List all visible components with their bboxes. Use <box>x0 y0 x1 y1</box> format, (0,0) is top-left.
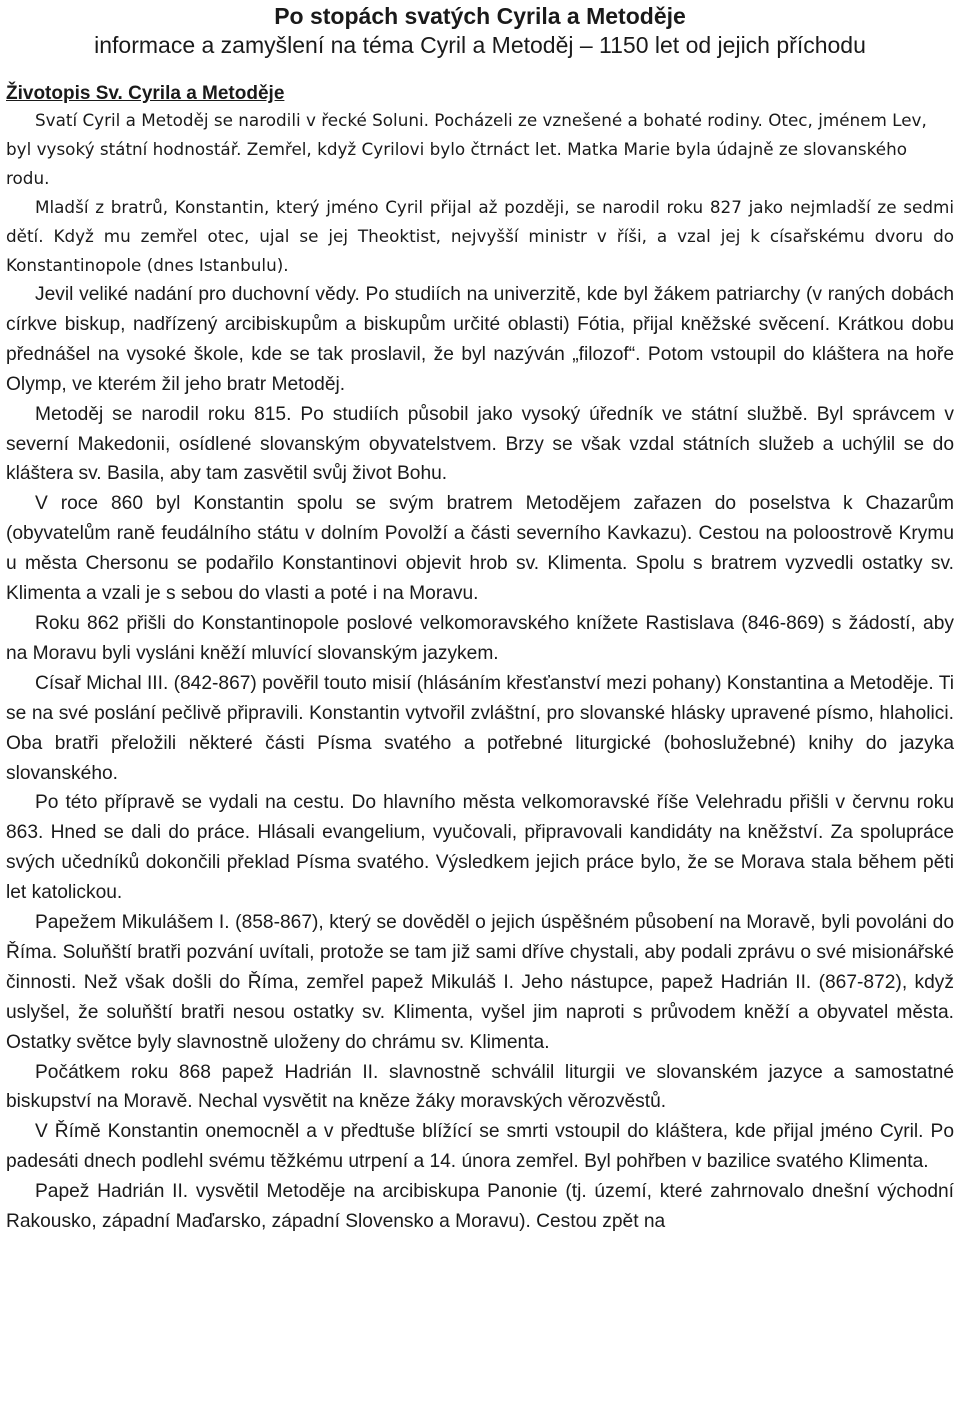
paragraph-origin: Svatí Cyril a Metoděj se narodili v řecké Soluni. Pocházeli ze vznešené a bohaté rodiny. Otec, jménem Lev, byl vysoký státní hodnostář. Zemřel, když Cyrilovi bylo čtrnáct let. Matka Marie byla údajně ze slovanského rodu. <box>6 110 927 188</box>
paragraph-konstantin-birth: Mladší z bratrů, Konstantin, který jméno Cyril přijal až později, se narodil roku 827 jako nejmladší ze sedmi dětí. Když mu zemřel otec, ujal se jej Theoktist, nejvyšší ministr v říši, a vzal jej k císařskému dvoru do Konstantinopole (dnes Istanbulu). <box>6 197 954 275</box>
paragraph-rome-invitation: Papežem Mikulášem I. (858-867), který se dověděl o jejich úspěšném působení na Moravě, byli povoláni do Říma. Soluňští bratři pozvání uvítali, protože se tam již sami dříve chystali, aby podali zprávu o své misionářské činnosti. Než však došli do Říma, zemřel papež Mikuláš I. Jeho nástupce, papež Hadrián II. (867-872), když uslyšel, že soluňští bratři nesou ostatky sv. Klimenta, vyšel jim naproti s průvodem kněží a obyvatel města. Ostatky světce byly slavnostně uloženy do chrámu sv. Klimenta. <box>6 912 954 1053</box>
paragraph-cyril-death: V Římě Konstantin onemocněl a v předtuše blížící se smrti vstoupil do kláštera, kde přijal jméno Cyril. Po padesáti dnech podlehl svému těžkému utrpení a 14. února zemřel. Byl pohřben v bazilice svatého Klimenta. <box>6 1121 954 1173</box>
paragraph-chazar-mission: V roce 860 byl Konstantin spolu se svým bratrem Metodějem zařazen do poselstva k Chazarům (obyvatelům raně feudálního státu v dolním Povolží a části severního Kavkazu). Cestou na poloostrově Krymu u města Chersonu se podařilo Konstantinovi objevit hrob sv. Klimenta. Spolu s bratrem vyzvedli ostatky sv. Klimenta a vzali je s sebou do vlasti a poté i na Moravu. <box>6 493 954 605</box>
paragraph-archbishop-pannonia: Papež Hadrián II. vysvětil Metoděje na arcibiskupa Panonie (tj. území, které zahrnovalo dnešní východní Rakousko, západní Maďarsko, západní Slovensko a Moravu). Cestou zpět na <box>6 1181 954 1233</box>
document-title: Po stopách svatých Cyrila a Metoděje <box>274 3 686 29</box>
paragraph-journey-to-moravia: Po této přípravě se vydali na cestu. Do hlavního města velkomoravské říše Velehradu přišli v červnu roku 863. Hned se dali do práce. Hlásali evangelium, vyučovali, připravovali kandidáty na kněžství. Za spolupráce svých učedníků dokončili překlad Písma svatého. Výsledkem jejich práce bylo, že se Morava stala během pěti let katolickou. <box>6 792 954 904</box>
paragraph-rastislav-envoys: Roku 862 přišli do Konstantinopole poslové velkomoravského knížete Rastislava (846-869) s žádostí, aby na Moravu byli vysláni kněží mluvící slovanským jazykem. <box>6 612 954 664</box>
paragraph-liturgy-approval: Počátkem roku 868 papež Hadrián II. slavnostně schválil liturgii ve slovanském jazyce a samostatné biskupství na Moravě. Nechal vysvětit na kněze žáky moravských věrozvěstů. <box>6 1061 954 1113</box>
paragraph-emperor-michael: Císař Michal III. (842-867) pověřil touto misií (hlásáním křesťanství mezi pohany) Konstantina a Metoděje. Ti se na své poslání pečlivě připravili. Konstantin vytvořil zvláštní, pro slovanské hlásky upravené písmo, hlaholici. Oba bratři přeložili některé části Písma svatého a potřebné liturgické (bohoslužebné) knihy do jazyka slovanského. <box>6 672 955 784</box>
document-page <box>6 0 954 1237</box>
section-heading: Životopis Sv. Cyrila a Metoděje <box>6 83 285 104</box>
document-subtitle: informace a zamyšlení na téma Cyril a Metoděj – 1150 let od jejich příchodu <box>94 32 866 58</box>
paragraph-metodej: Metoděj se narodil roku 815. Po studiích působil jako vysoký úředník ve státní službě. Byl správcem v severní Makedonii, osídlené slovanským obyvatelstvem. Brzy se však vzdal státních služeb a uchýlil se do kláštera sv. Basila, aby tam zasvětil svůj život Bohu. <box>6 403 954 485</box>
paragraph-konstantin-studies: Jevil veliké nadání pro duchovní vědy. Po studiích na univerzitě, kde byl žákem patriarchy (v raných dobách církve biskup, nadřízený arcibiskupům a biskupům určité oblasti) Fótia, přijal kněžské svěcení. Krátkou dobu přednášel na vysoké škole, kde se tak proslavil, že byl nazýván „filozof“. Potom vstoupil do kláštera na hoře Olymp, ve kterém žil jeho bratr Metoděj. <box>6 284 954 395</box>
